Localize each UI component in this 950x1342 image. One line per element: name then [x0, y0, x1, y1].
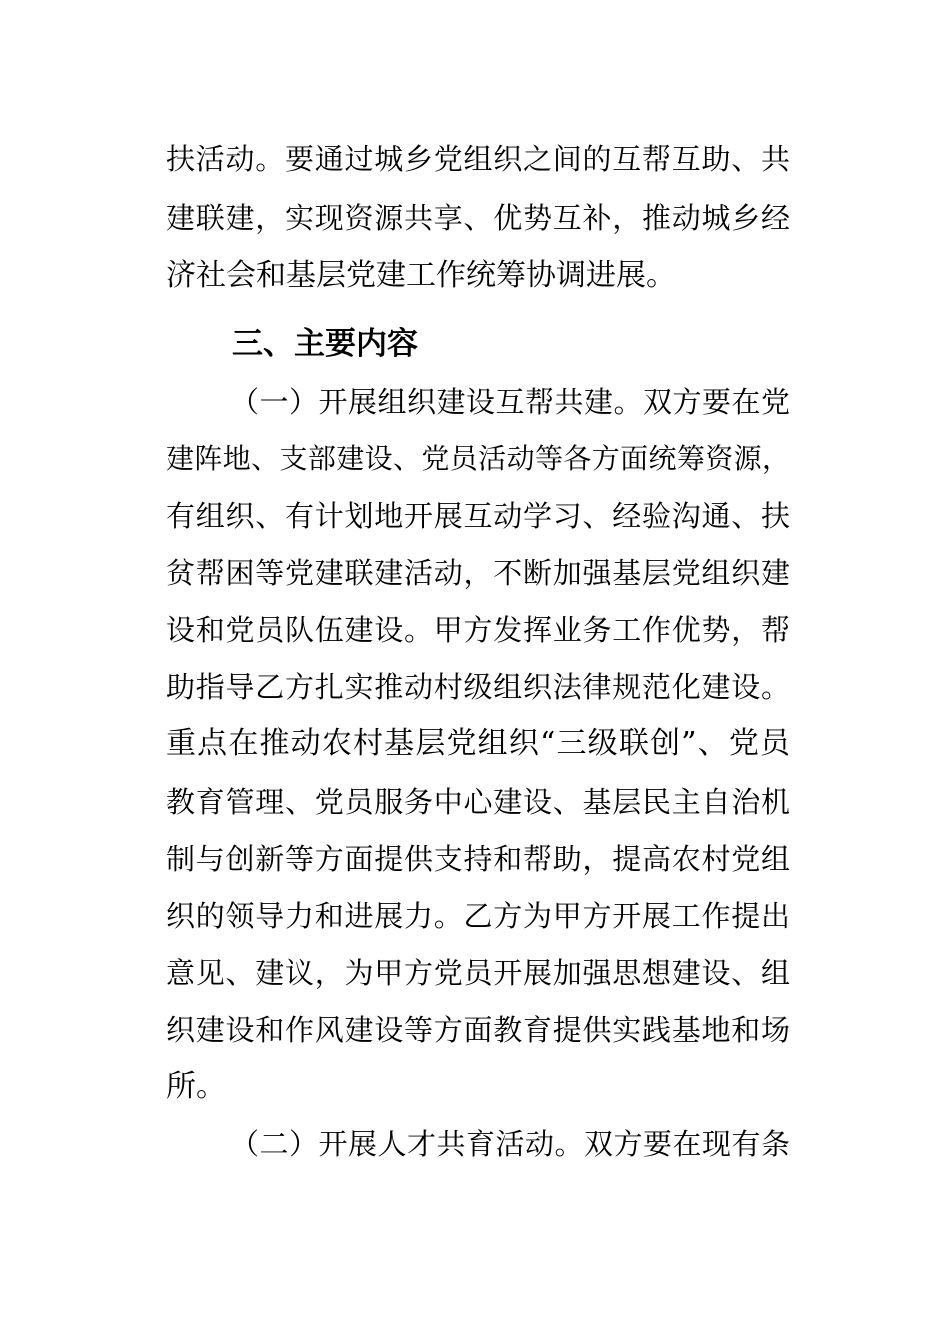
section-heading: 三、主要内容	[232, 326, 418, 362]
paragraph1-line-12: 织建设和作风建设等方面教育提供实践基地和场	[166, 1013, 790, 1047]
intro-line-3: 济社会和基层党建工作统筹协调进展。	[166, 258, 676, 293]
paragraph1-line-3: 有组织、有计划地开展互动学习、经验沟通、扶	[166, 499, 790, 533]
paragraph1-line-2: 建阵地、支部建设、党员活动等各方面统筹资源，	[166, 442, 790, 475]
paragraph1-line-7: 重点在推动农村基层党组织“三级联创”、党员	[166, 726, 790, 761]
paragraph1-line-9: 制与创新等方面提供支持和帮助，提高农村党组	[166, 842, 790, 876]
paragraph1-line-13: 所。	[166, 1069, 226, 1104]
paragraph1-line-6: 助指导乙方扎实推动村级组织法律规范化建设。	[166, 670, 790, 704]
paragraph1-line-10: 织的领导力和进展力。乙方为甲方开展工作提出	[166, 899, 790, 933]
paragraph2-line-1: （二）开展人才共育活动。双方要在现有条	[230, 1127, 790, 1161]
intro-line-2: 建联建，实现资源共享、优势互补，推动城乡经	[166, 201, 790, 235]
intro-line-1: 扶活动。要通过城乡党组织之间的互帮互助、共	[166, 142, 790, 176]
paragraph1-line-5: 设和党员队伍建设。甲方发挥业务工作优势，帮	[166, 613, 790, 647]
paragraph1-line-8: 教育管理、党员服务中心建设、基层民主自治机	[166, 785, 790, 819]
paragraph1-line-1: （一）开展组织建设互帮共建。双方要在党	[230, 385, 790, 419]
paragraph1-line-11: 意见、建议，为甲方党员开展加强思想建设、组	[166, 956, 790, 990]
paragraph1-line-4: 贫帮困等党建联建活动，不断加强基层党组织建	[166, 556, 790, 590]
